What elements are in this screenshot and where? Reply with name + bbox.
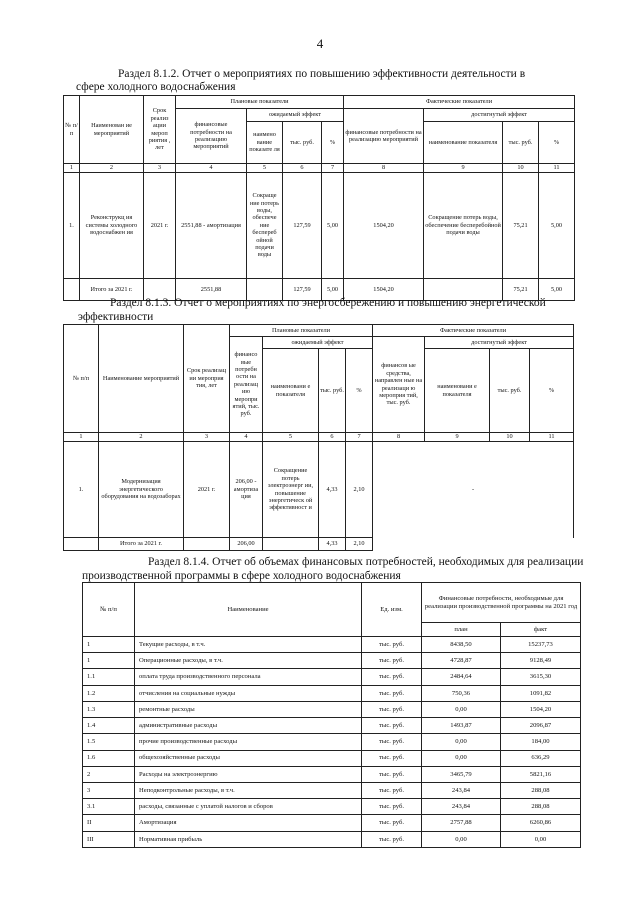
row-unit: тыс. руб. xyxy=(362,637,422,653)
col-num: 2 xyxy=(99,433,184,442)
row-ach-name: Сокращение потерь воды, обеспечение бесперебойной подачи воды xyxy=(424,173,503,279)
section-814-heading-line2: производственной программы в сфере холодного водоснабжения xyxy=(82,570,401,582)
row-name: Текущие расходы, в т.ч. xyxy=(135,637,362,653)
col-num: 11 xyxy=(530,433,574,442)
th-planned: Плановые показатели xyxy=(176,96,344,109)
row-num: 1 xyxy=(83,653,135,669)
th-ind-name-2: наименование показателя xyxy=(424,122,503,164)
col-num: 9 xyxy=(424,164,503,173)
th-name: Наименован ие мероприятий xyxy=(80,96,144,164)
row-num: 1.4 xyxy=(83,718,135,734)
row-name: общехозяйственные расходы xyxy=(135,750,362,766)
total-plan-fin: 206,00 xyxy=(230,538,263,551)
total-ach-pct: 5,00 xyxy=(539,279,575,301)
row-num: 1.2 xyxy=(83,685,135,701)
row-fact: 636,29 xyxy=(501,750,581,766)
th-num: № п/ п xyxy=(64,96,80,164)
row-fact: 9128,49 xyxy=(501,653,581,669)
row-plan: 2484,64 xyxy=(422,669,501,685)
col-num: 7 xyxy=(346,433,373,442)
row-unit: тыс. руб. xyxy=(362,734,422,750)
th-term: Срок реализац ии мероприя тия, лет xyxy=(184,325,230,433)
row-fact: 184,00 xyxy=(501,734,581,750)
row-fact: 288,08 xyxy=(501,799,581,815)
row-exp-name: Сокраще ние потерь воды, обеспече ние беспереб ойной подачи воды xyxy=(247,173,283,279)
section-813-heading-line2: эффективности xyxy=(78,311,154,323)
row-name: Нормативная прибыль xyxy=(135,831,362,847)
table-row xyxy=(83,701,581,717)
row-plan: 0,00 xyxy=(422,750,501,766)
th-plan: план xyxy=(422,623,501,637)
row-num: 1.5 xyxy=(83,734,135,750)
th-pct-2: % xyxy=(530,349,574,433)
row-plan-fin: 2551,88 - амортизация xyxy=(176,173,247,279)
table-row xyxy=(83,815,581,831)
table-row xyxy=(83,653,581,669)
table-row xyxy=(83,637,581,653)
th-plan-fin: финансо вые потребн ости на реализац ию меропри ятий, тыс. руб. xyxy=(230,337,263,433)
row-plan-fin: 206,00 - амортиза ция xyxy=(230,442,263,538)
table-row xyxy=(64,173,575,279)
th-name: Наименование xyxy=(135,583,362,637)
row-num: 3 xyxy=(83,782,135,798)
row-exp-name: Сокращение потерь электроэнерг ии, повышение энергетическ ой эффективност и xyxy=(263,442,319,538)
table-812 xyxy=(63,95,575,301)
row-num: 2 xyxy=(83,766,135,782)
th-num: № п/п xyxy=(83,583,135,637)
row-unit: тыс. руб. xyxy=(362,653,422,669)
row-fact: 3615,30 xyxy=(501,669,581,685)
table-row xyxy=(83,831,581,847)
row-unit: тыс. руб. xyxy=(362,669,422,685)
row-exp-rub: 4,33 xyxy=(319,442,346,538)
row-fact: 1504,20 xyxy=(501,701,581,717)
row-name: Амортизация xyxy=(135,815,362,831)
row-plan: 8438,50 xyxy=(422,637,501,653)
row-plan: 2757,88 xyxy=(422,815,501,831)
th-actual: Фактические показатели xyxy=(373,325,574,337)
row-name: прочие производственные расходы xyxy=(135,734,362,750)
col-num: 4 xyxy=(176,164,247,173)
table-row xyxy=(83,799,581,815)
table-row xyxy=(83,685,581,701)
row-plan: 750,36 xyxy=(422,685,501,701)
th-name: Наименование мероприятий xyxy=(99,325,184,433)
row-name: отчисления на социальные нужды xyxy=(135,685,362,701)
th-pct: % xyxy=(322,122,344,164)
th-rub: тыс. руб. xyxy=(283,122,322,164)
total-exp-rub: 127,59 xyxy=(283,279,322,301)
row-unit: тыс. руб. xyxy=(362,701,422,717)
row-plan: 0,00 xyxy=(422,701,501,717)
th-pct-2: % xyxy=(539,122,575,164)
row-plan: 4728,87 xyxy=(422,653,501,669)
row-term: 2021 г. xyxy=(144,173,176,279)
row-fact: 5821,16 xyxy=(501,766,581,782)
row-num: 1. xyxy=(64,442,99,538)
row-plan: 0,00 xyxy=(422,831,501,847)
row-name: расходы, связанные с уплатой налогов и сборов xyxy=(135,799,362,815)
th-unit: Ед. изм. xyxy=(362,583,422,637)
total-ach-rub: 75,21 xyxy=(503,279,539,301)
row-unit: тыс. руб. xyxy=(362,815,422,831)
row-exp-pct: 2,10 xyxy=(346,442,373,538)
table-row xyxy=(83,750,581,766)
row-unit: тыс. руб. xyxy=(362,782,422,798)
row-term: 2021 г. xyxy=(184,442,230,538)
col-num: 9 xyxy=(425,433,490,442)
row-fact: 6260,86 xyxy=(501,815,581,831)
row-name: оплата труда производственного персонала xyxy=(135,669,362,685)
col-num: 8 xyxy=(344,164,424,173)
row-plan: 243,84 xyxy=(422,782,501,798)
th-fact-fin: финансовые потребности на реализацию мероприятий xyxy=(344,109,424,164)
th-achieved: достигнутый эффект xyxy=(425,337,574,349)
col-num: 2 xyxy=(80,164,144,173)
th-expected: ожидаемый эффект xyxy=(247,109,344,122)
table-row xyxy=(83,766,581,782)
row-exp-rub: 127,59 xyxy=(283,173,322,279)
row-fact-dash: - xyxy=(373,442,574,538)
col-num: 6 xyxy=(283,164,322,173)
th-rub-2: тыс. руб. xyxy=(503,122,539,164)
row-num: 1.6 xyxy=(83,750,135,766)
row-name: ремонтные расходы xyxy=(135,701,362,717)
row-plan: 0,00 xyxy=(422,734,501,750)
total-fact-fin: 1504,20 xyxy=(344,279,424,301)
th-term: Срок реализ ации мероп риятия , лет xyxy=(144,96,176,164)
row-plan: 1493,87 xyxy=(422,718,501,734)
row-fact: 1091,82 xyxy=(501,685,581,701)
row-plan: 3465,79 xyxy=(422,766,501,782)
row-num: III xyxy=(83,831,135,847)
table-row xyxy=(83,782,581,798)
row-fact: 288,08 xyxy=(501,782,581,798)
total-plan-fin: 2551,88 xyxy=(176,279,247,301)
row-num: 1. xyxy=(64,173,80,279)
total-exp-pct: 5,00 xyxy=(322,279,344,301)
col-num: 10 xyxy=(490,433,530,442)
row-exp-pct: 5,00 xyxy=(322,173,344,279)
row-unit: тыс. руб. xyxy=(362,799,422,815)
row-name: Расходы на электроэнергию xyxy=(135,766,362,782)
row-name: Неподконтрольные расходы, в т.ч. xyxy=(135,782,362,798)
row-num: 1.1 xyxy=(83,669,135,685)
col-num: 8 xyxy=(373,433,425,442)
table-814 xyxy=(82,582,581,848)
row-name: Модернизация энергетического оборудования на водозаборах xyxy=(99,442,184,538)
total-exp-pct: 2,10 xyxy=(346,538,373,551)
row-num: 3.1 xyxy=(83,799,135,815)
section-814-heading-line1: Раздел 8.1.4. Отчет об объемах финансовых потребностей, необходимых для реализации xyxy=(148,556,584,568)
row-fact-fin: 1504,20 xyxy=(344,173,424,279)
table-row xyxy=(83,718,581,734)
table-row xyxy=(83,669,581,685)
table-row xyxy=(83,734,581,750)
row-num: 1.3 xyxy=(83,701,135,717)
row-ach-rub: 75,21 xyxy=(503,173,539,279)
col-num: 5 xyxy=(263,433,319,442)
row-num: II xyxy=(83,815,135,831)
total-label: Итого за 2021 г. xyxy=(80,279,144,301)
section-812-heading-line2: сфере холодного водоснабжения xyxy=(76,81,236,93)
col-num: 6 xyxy=(319,433,346,442)
row-unit: тыс. руб. xyxy=(362,750,422,766)
col-num: 4 xyxy=(230,433,263,442)
th-fin: Финансовые потребности, необходимые для реализации производственной программы на 2021 год xyxy=(422,583,581,623)
section-812-heading-line1: Раздел 8.1.2. Отчет о мероприятиях по повышению эффективности деятельности в xyxy=(118,68,526,80)
section-813-heading-line1: Раздел 8.1.3. Отчет о мероприятиях по энергосбережению и повышению энергетической xyxy=(110,297,546,309)
row-ach-pct: 5,00 xyxy=(539,173,575,279)
row-plan: 243,84 xyxy=(422,799,501,815)
total-label: Итого за 2021 г. xyxy=(99,538,184,551)
row-unit: тыс. руб. xyxy=(362,766,422,782)
col-num: 5 xyxy=(247,164,283,173)
th-num: № п/п xyxy=(64,325,99,433)
row-num: 1 xyxy=(83,637,135,653)
row-name: Операционные расходы, в т.ч. xyxy=(135,653,362,669)
th-ind-name-2: наименовани е показателя xyxy=(425,349,490,433)
row-name: административные расходы xyxy=(135,718,362,734)
th-planned: Плановые показатели xyxy=(230,325,373,337)
th-achieved: достигнутый эффект xyxy=(424,109,575,122)
col-num: 3 xyxy=(144,164,176,173)
total-row xyxy=(64,538,574,551)
th-ind-name: наимено вание показате ля xyxy=(247,122,283,164)
row-name: Реконструкц ия системы холодного водоснабжен ия xyxy=(80,173,144,279)
th-fact: факт xyxy=(501,623,581,637)
table-row xyxy=(64,442,574,538)
th-pct: % xyxy=(346,349,373,433)
row-fact: 0,00 xyxy=(501,831,581,847)
row-unit: тыс. руб. xyxy=(362,685,422,701)
col-num: 11 xyxy=(539,164,575,173)
total-exp-rub: 4,33 xyxy=(319,538,346,551)
row-fact: 2096,87 xyxy=(501,718,581,734)
page-number: 4 xyxy=(316,36,324,51)
col-num: 3 xyxy=(184,433,230,442)
th-rub: тыс. руб. xyxy=(319,349,346,433)
col-num: 7 xyxy=(322,164,344,173)
col-num: 10 xyxy=(503,164,539,173)
table-813 xyxy=(63,324,574,551)
th-plan-fin: финансовые потребности на реализацию мероприятий xyxy=(176,109,247,164)
th-fact-fin: финансов ые средства, направлен ные на реализаци ю мероприя тий, тыс. руб. xyxy=(373,337,425,433)
th-rub-2: тыс. руб. xyxy=(490,349,530,433)
th-actual: Фактические показатели xyxy=(344,96,575,109)
th-ind-name: наименовани е показателя xyxy=(263,349,319,433)
row-unit: тыс. руб. xyxy=(362,831,422,847)
row-fact: 15237,73 xyxy=(501,637,581,653)
col-num: 1 xyxy=(64,433,99,442)
th-expected: ожидаемый эффект xyxy=(263,337,373,349)
row-unit: тыс. руб. xyxy=(362,718,422,734)
col-num: 1 xyxy=(64,164,80,173)
